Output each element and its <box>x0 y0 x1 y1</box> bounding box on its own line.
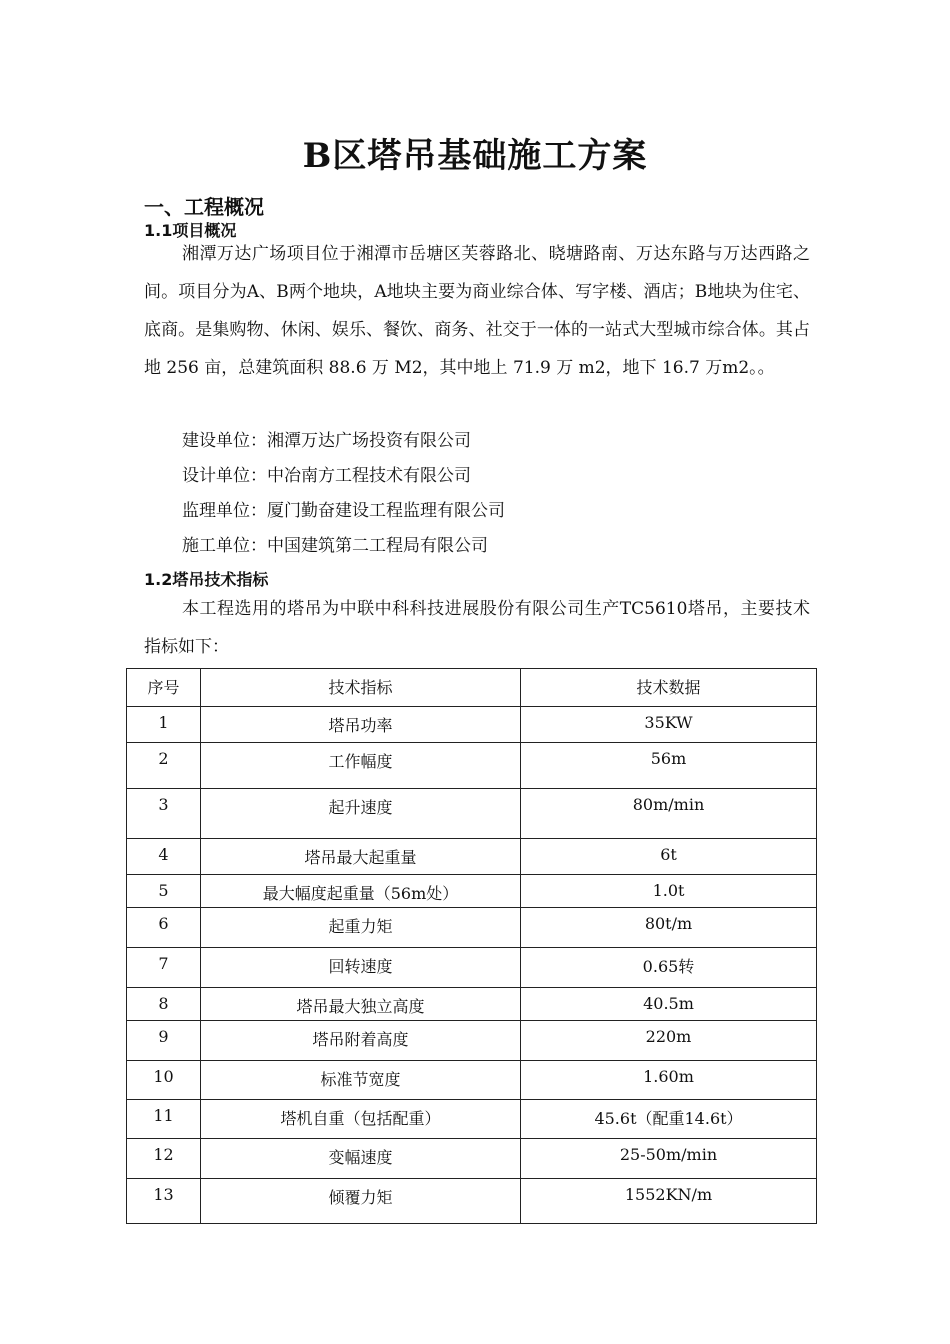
section-heading-overview: 一、工程概况 <box>144 195 264 219</box>
subsection-heading-project: 1.1项目概况 <box>144 221 237 240</box>
row-value: 40.5m <box>521 988 817 1021</box>
row-value: 56m <box>521 743 817 789</box>
row-value: 1.0t <box>521 875 817 908</box>
row-indicator: 塔吊最大独立高度 <box>201 988 521 1021</box>
row-indicator: 塔吊功率 <box>201 707 521 743</box>
row-index: 12 <box>127 1139 201 1179</box>
row-index: 13 <box>127 1179 201 1224</box>
table-row <box>127 1139 817 1179</box>
row-index: 3 <box>127 789 201 839</box>
row-indicator: 起重力矩 <box>201 908 521 948</box>
row-indicator: 标准节宽度 <box>201 1061 521 1100</box>
crane-intro-paragraph: 本工程选用的塔吊为中联中科科技进展股份有限公司生产TC5610塔吊，主要技术指标如下： <box>144 599 810 657</box>
row-indicator: 工作幅度 <box>201 743 521 789</box>
row-value: 80m/min <box>521 789 817 839</box>
table-row <box>127 875 817 908</box>
table-row <box>127 1100 817 1139</box>
row-indicator: 回转速度 <box>201 948 521 988</box>
subsection-heading-crane-specs: 1.2塔吊技术指标 <box>144 570 269 589</box>
row-indicator: 最大幅度起重量（56m处） <box>201 875 521 908</box>
design-unit: 设计单位：中冶南方工程技术有限公司 <box>182 466 471 486</box>
table-row <box>127 908 817 948</box>
row-index: 7 <box>127 948 201 988</box>
row-value: 1552KN/m <box>521 1179 817 1224</box>
row-indicator: 变幅速度 <box>201 1139 521 1179</box>
row-index: 11 <box>127 1100 201 1139</box>
row-index: 2 <box>127 743 201 789</box>
contractor-unit: 施工单位：中国建筑第二工程局有限公司 <box>182 536 488 556</box>
header-index: 序号 <box>127 669 201 707</box>
row-value: 0.65转 <box>521 948 817 988</box>
table-header-row <box>127 669 817 707</box>
row-index: 4 <box>127 839 201 875</box>
construction-unit: 建设单位：湘潭万达广场投资有限公司 <box>182 431 471 451</box>
document-title: B区塔吊基础施工方案 <box>302 136 648 176</box>
table-row <box>127 707 817 743</box>
row-index: 8 <box>127 988 201 1021</box>
row-indicator: 倾覆力矩 <box>201 1179 521 1224</box>
row-indicator: 塔机自重（包括配重） <box>201 1100 521 1139</box>
project-description-paragraph: 湘潭万达广场项目位于湘潭市岳塘区芙蓉路北、晓塘路南、万达东路与万达西路之间。项目分为A、B两个地块，A地块主要为商业综合体、写字楼、酒店；B地块为住宅、底商。是集购物、休闲、娱乐、餐饮、商务、社交于一体的一站式大型城市综合体。其占地 256 亩，总建筑面积 88.6 万 M2，其中地上 71.9 万 m2，地下 16.7 万m2。。 <box>144 244 810 378</box>
header-value: 技术数据 <box>521 669 817 707</box>
row-index: 1 <box>127 707 201 743</box>
table-row <box>127 948 817 988</box>
table-row <box>127 1179 817 1224</box>
header-indicator: 技术指标 <box>201 669 521 707</box>
row-value: 25-50m/min <box>521 1139 817 1179</box>
row-index: 10 <box>127 1061 201 1100</box>
row-index: 6 <box>127 908 201 948</box>
row-value: 1.60m <box>521 1061 817 1100</box>
table-row <box>127 789 817 839</box>
table-row <box>127 743 817 789</box>
supervision-unit: 监理单位：厦门勤奋建设工程监理有限公司 <box>182 501 505 521</box>
row-value: 220m <box>521 1021 817 1061</box>
row-indicator: 起升速度 <box>201 789 521 839</box>
table-row <box>127 988 817 1021</box>
row-index: 5 <box>127 875 201 908</box>
crane-spec-table <box>126 668 817 1224</box>
row-index: 9 <box>127 1021 201 1061</box>
row-indicator: 塔吊最大起重量 <box>201 839 521 875</box>
table-row <box>127 1061 817 1100</box>
row-value: 35KW <box>521 707 817 743</box>
row-value: 6t <box>521 839 817 875</box>
row-value: 45.6t（配重14.6t） <box>521 1100 817 1139</box>
table-row <box>127 1021 817 1061</box>
table-row <box>127 839 817 875</box>
row-value: 80t/m <box>521 908 817 948</box>
row-indicator: 塔吊附着高度 <box>201 1021 521 1061</box>
